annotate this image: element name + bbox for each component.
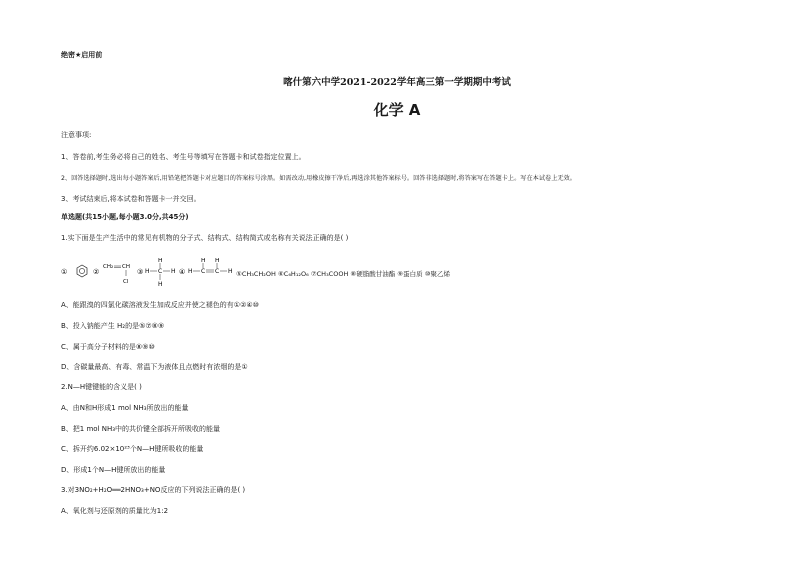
- benzene-ring-icon: [77, 265, 87, 277]
- question-2-option-b: B、把1 mol NH₃中的共价键全部拆开所吸收的能量: [61, 425, 221, 433]
- ethene-h-right: H: [228, 268, 233, 275]
- methane-h-top: H: [158, 258, 163, 264]
- note-item-2: 2、回答选择题时,选出每小题答案后,用铅笔把答题卡对应题目的答案标号涂黑。如需改动,用橡皮擦干净后,再选涂其他答案标号。回答非选择题时,将答案写在答题卡上。写在本试卷上无效。: [61, 175, 576, 182]
- question-1-option-a: A、能跟溴的四氯化碳溶液发生加成反应并使之褪色的有①②④⑩: [61, 301, 259, 309]
- vinyl-ch2-label: CH₂: [103, 264, 114, 270]
- question-3-stem: 3.对3NO₂+H₂O══2HNO₃+NO反应的下列说法正确的是( ): [61, 486, 246, 494]
- notes-heading: 注意事项:: [61, 131, 92, 139]
- ethene-h-top-1: H: [201, 258, 206, 264]
- structure-number-1: ①: [61, 268, 68, 276]
- question-2-option-c: C、拆开约6.02×10²³个N—H键所吸收的能量: [61, 445, 204, 453]
- structure-number-2: ②: [93, 268, 100, 276]
- question-1-structures: [61, 258, 761, 290]
- confidential-label: 绝密★启用前: [61, 51, 103, 59]
- question-1-formula-list: ⑤CH₃CH₂OH ⑥C₆H₁₂O₆ ⑦CH₃COOH ⑧硬脂酸甘油酯 ⑨蛋白质 ⑩聚乙烯: [236, 270, 451, 278]
- ethene-h-top-2: H: [215, 258, 220, 264]
- note-item-3: 3、考试结束后,将本试卷和答题卡一并交回。: [61, 195, 201, 203]
- methane-h-bottom: H: [158, 281, 163, 288]
- section-title: 单选题(共15小题,每小题3.0分,共45分): [61, 213, 189, 221]
- question-1-option-b: B、投入钠能产生 H₂的是⑤⑦⑧⑨: [61, 322, 165, 330]
- methane-c: C: [158, 268, 163, 275]
- question-1-stem: 1.实下面是生产生活中的常见有机物的分子式、结构式、结构简式或名称有关说法正确的是( ): [61, 234, 349, 242]
- question-2-option-a: A、由N和H形成1 mol NH₃所放出的能量: [61, 404, 189, 412]
- question-3-option-a: A、氧化剂与还原剂的质量比为1:2: [61, 507, 169, 515]
- benzene-ring-circle: [79, 268, 84, 273]
- exam-title: 喀什第六中学2021-2022学年高三第一学期期中考试: [283, 77, 511, 88]
- ethene-h-left: H: [188, 268, 193, 275]
- question-2-option-d: D、形成1个N—H键所放出的能量: [61, 466, 166, 474]
- chloro-label: Cl: [123, 279, 129, 285]
- structure-number-4: ④: [179, 268, 186, 276]
- question-1-option-d: D、含碳量最高、有毒、常温下为液体且点燃时有浓烟的是①: [61, 363, 248, 371]
- question-2-stem: 2.N—H键键能的含义是( ): [61, 383, 142, 391]
- methane-h-right: H: [171, 268, 176, 275]
- exam-subject: 化学 A: [373, 101, 421, 119]
- question-1-option-c: C、属于高分子材料的是⑧⑨⑩: [61, 343, 155, 351]
- methane-h-left: H: [145, 268, 150, 275]
- vinyl-ch-label: CH: [122, 264, 130, 270]
- ethene-c2: C: [215, 268, 220, 275]
- structure-number-3: ③: [137, 268, 144, 276]
- note-item-1: 1、答卷前,考生务必将自己的姓名、考生号等填写在答题卡和试卷指定位置上。: [61, 153, 306, 161]
- ethene-c1: C: [201, 268, 206, 275]
